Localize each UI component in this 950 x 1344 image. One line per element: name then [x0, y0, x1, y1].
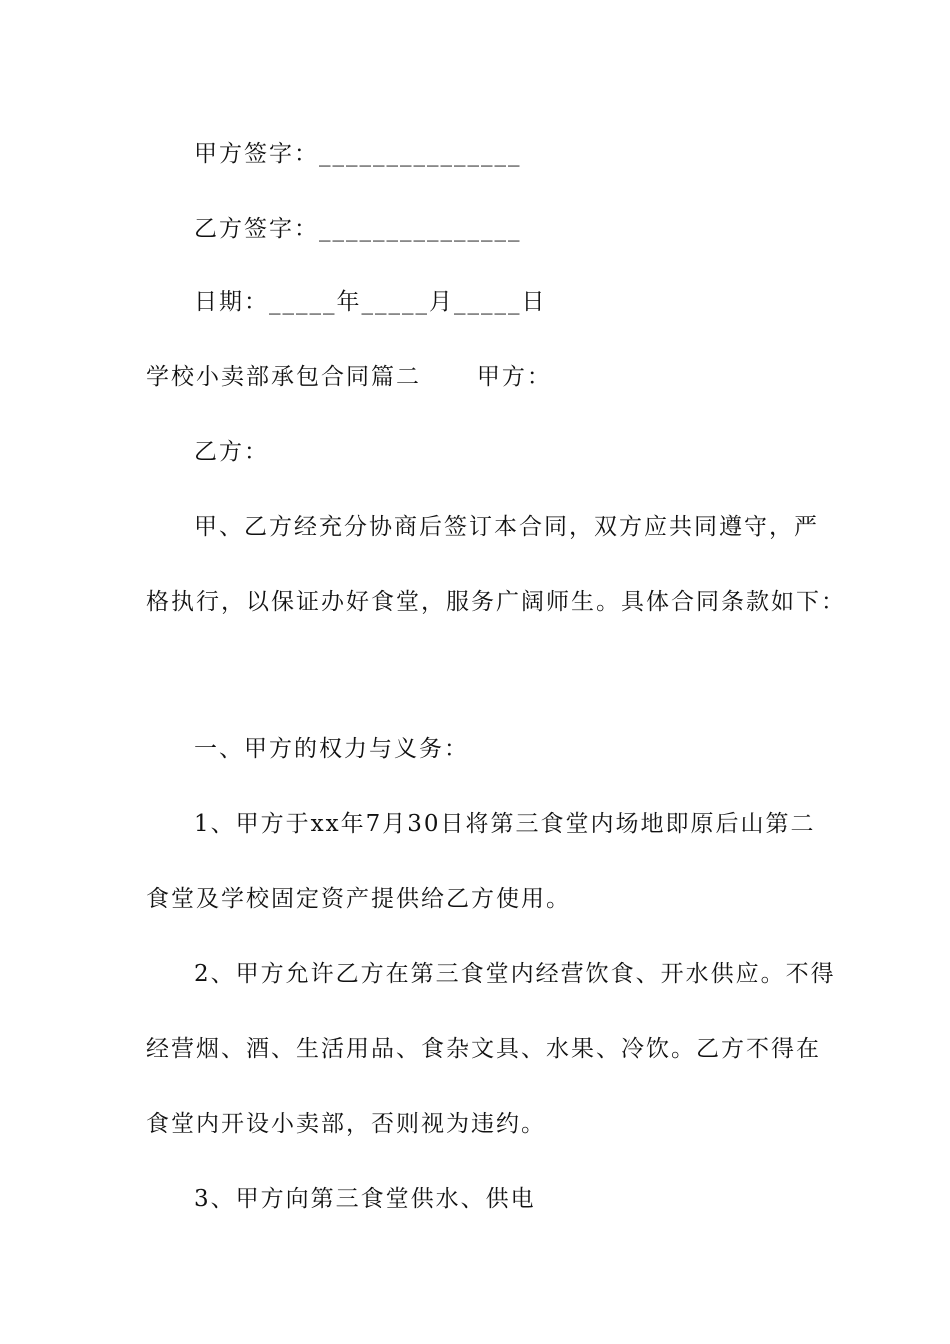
- clause-1-line-2: 食堂及学校固定资产提供给乙方使用。: [146, 886, 571, 912]
- contract-title-line: 学校小卖部承包合同篇二 甲方：: [146, 364, 552, 390]
- intro-paragraph-line-1: 甲、乙方经充分协商后签订本合同，双方应共同遵守，严: [194, 514, 819, 540]
- intro-paragraph-line-2: 格执行，以保证办好食堂，服务广阔师生。具体合同条款如下：: [146, 589, 846, 615]
- party-b-line: 乙方：: [194, 439, 269, 465]
- section-one-heading: 一、甲方的权力与义务：: [194, 736, 469, 762]
- clause-2-line-2: 经营烟、酒、生活用品、食杂文具、水果、冷饮。乙方不得在: [146, 1036, 821, 1062]
- clause-2-line-3: 食堂内开设小卖部，否则视为违约。: [146, 1111, 546, 1137]
- party-a-signature-line: 甲方签字：_______________: [194, 141, 522, 167]
- date-line: 日期：_____年_____月_____日: [194, 289, 547, 315]
- clause-2-line-1: 2、甲方允许乙方在第三食堂内经营饮食、开水供应。不得: [194, 961, 836, 987]
- clause-3-line-1: 3、甲方向第三食堂供水、供电: [194, 1186, 536, 1212]
- clause-1-line-1: 1、甲方于xx年7月30日将第三食堂内场地即原后山第二: [194, 811, 816, 837]
- party-b-signature-line: 乙方签字：_______________: [194, 216, 522, 242]
